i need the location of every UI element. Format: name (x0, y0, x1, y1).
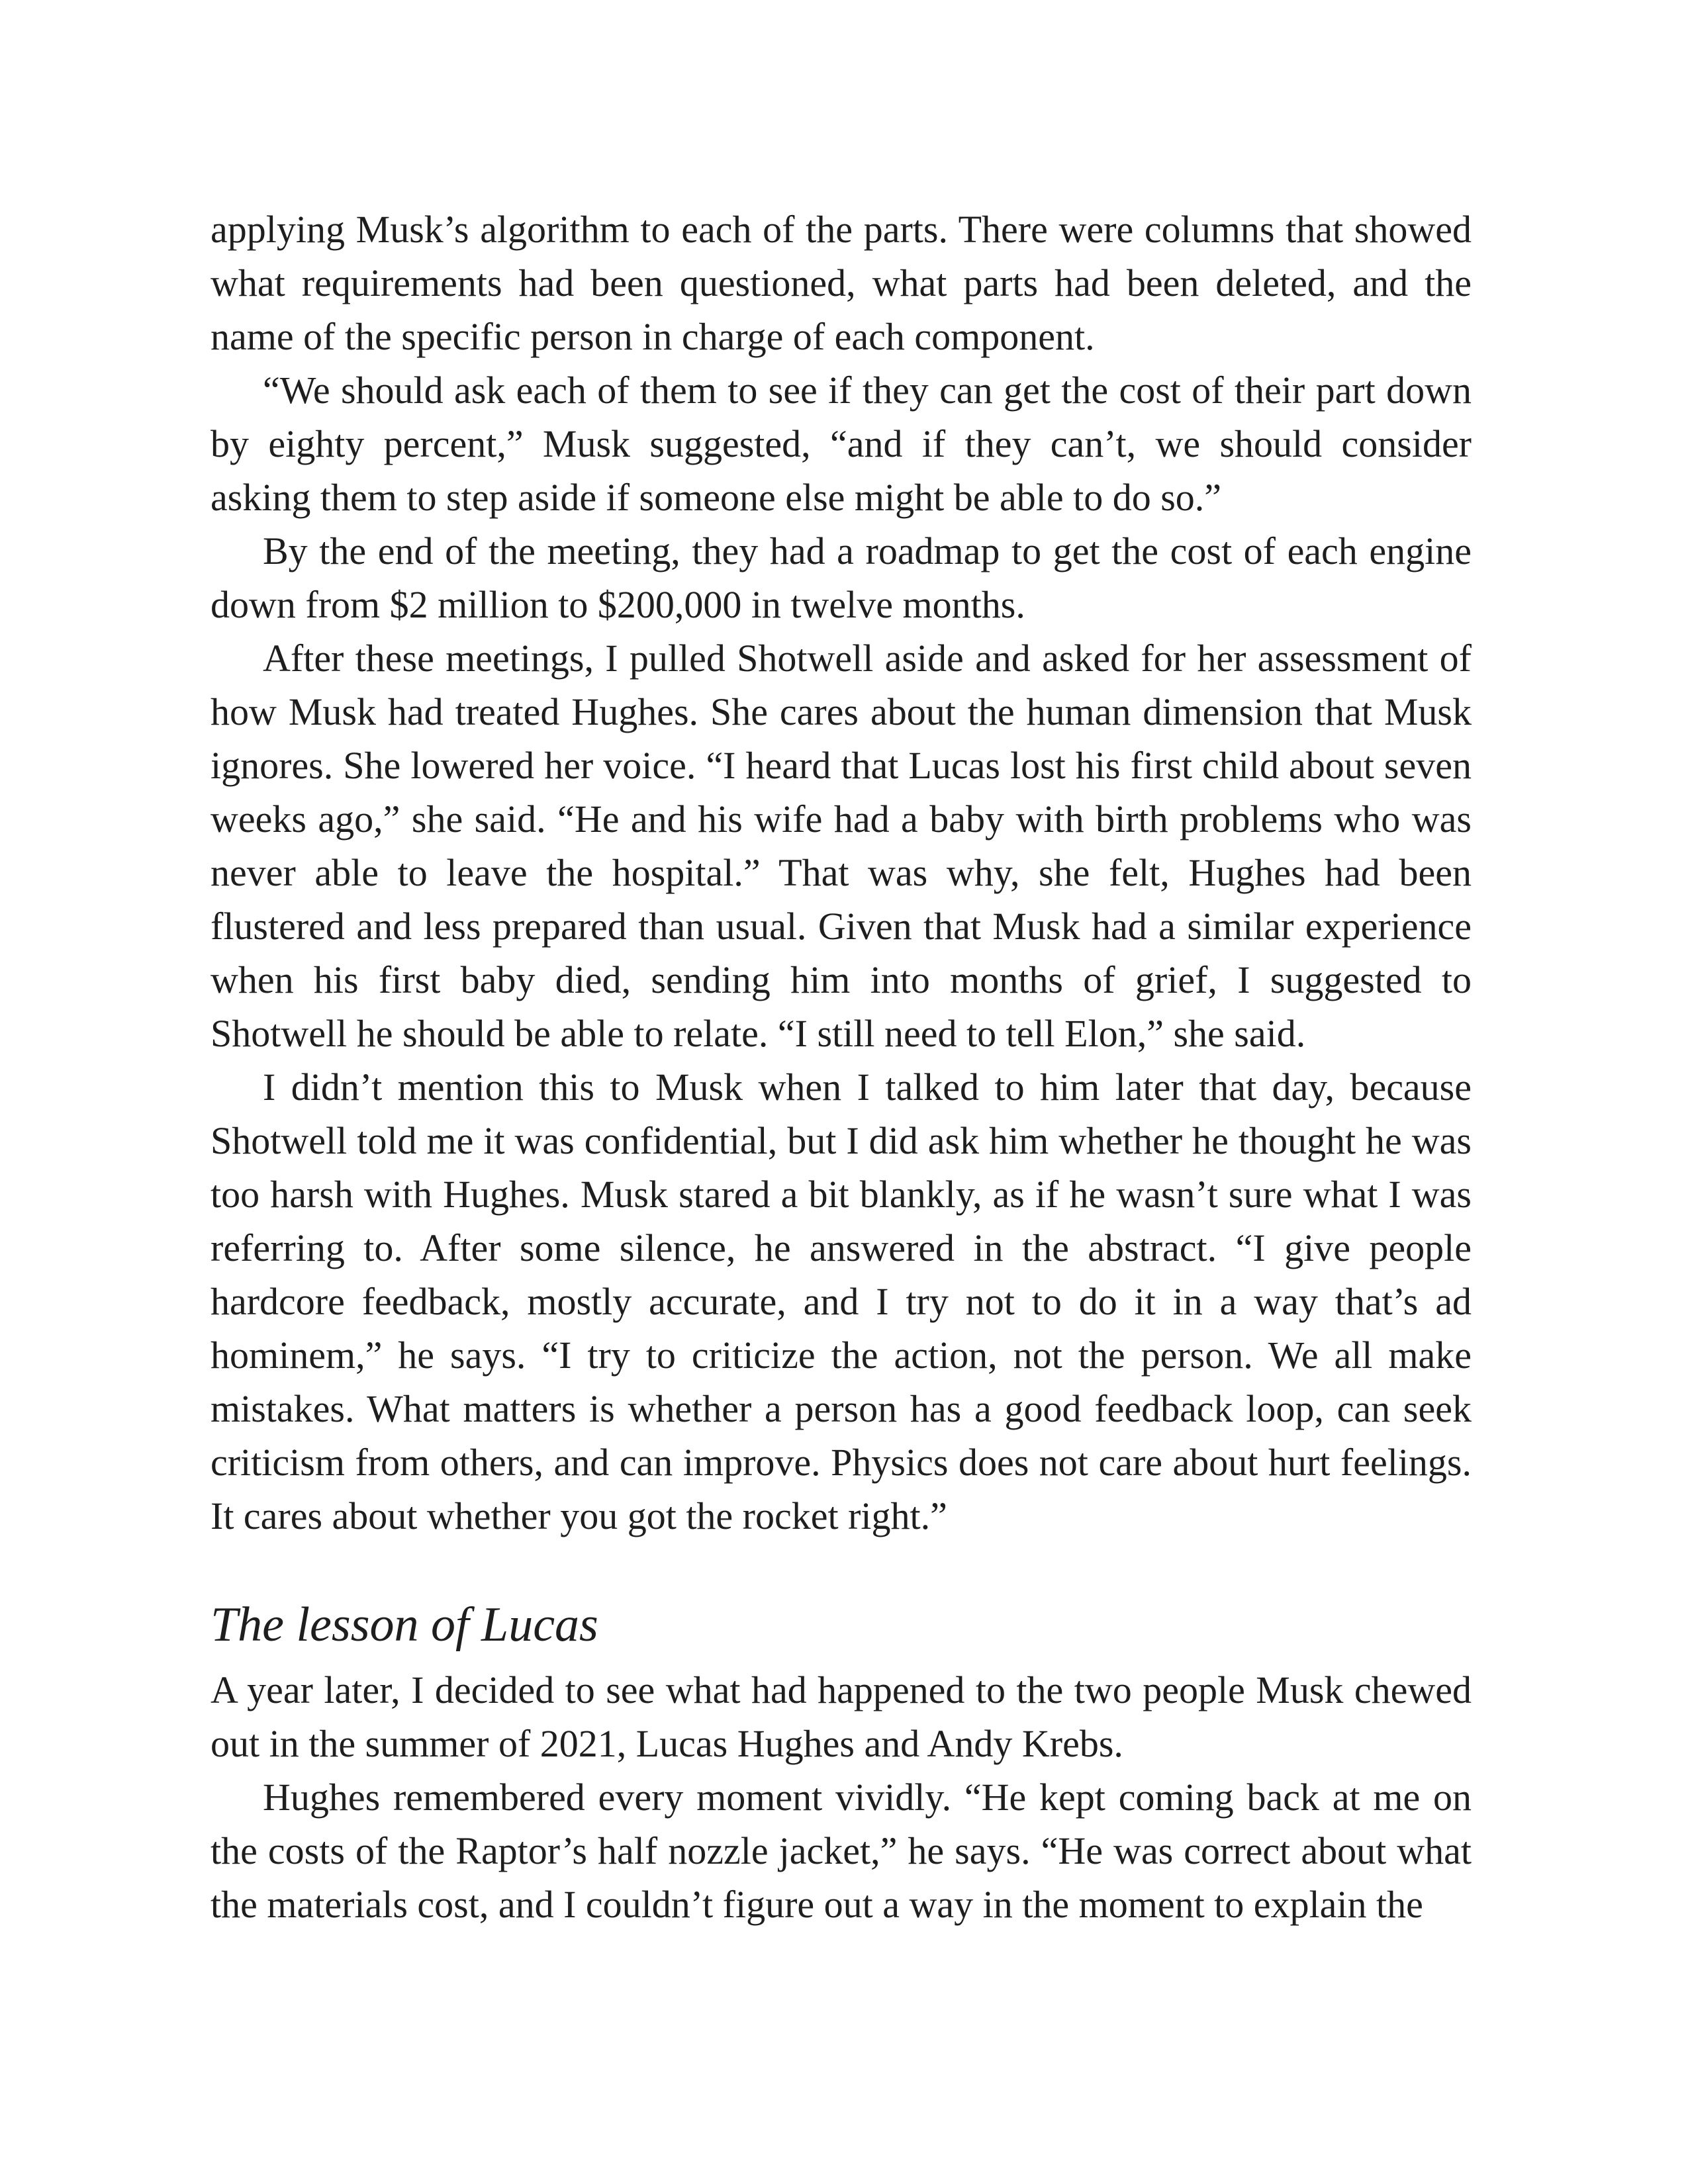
paragraph-continuation: applying Musk’s algorithm to each of the parts. There were columns that showed what requirements had been questioned, what parts had been deleted, and the name of the specific person in charge of each component. (211, 208, 1472, 358)
paragraph-musk-feedback: I didn’t mention this to Musk when I talked to him later that day, because Shotwell told me it was confidential, but I did ask him whether he thought he was too harsh with Hughes. Musk stared a bit blankly, as if he wasn’t sure what I was referring to. After some silence, he answered in the abstract. “I give people hardcore feedback, mostly accurate, and I try not to do it in a way that’s ad hominem,” he says. “I try to criticize the action, not the person. We all make mistakes. What matters is whether a person has a good feedback loop, can seek criticism from others, and can improve. Physics does not care about hurt feelings. It cares about whether you got the rocket right.” (211, 1066, 1472, 1537)
section-heading: The lesson of Lucas (211, 1598, 598, 1652)
paragraph-year-later: A year later, I decided to see what had happened to the two people Musk chewed out in the summer of 2021, Lucas Hughes and Andy Krebs. (211, 1668, 1472, 1765)
paragraph-hughes-remembered: Hughes remembered every moment vividly. “He kept coming back at me on the costs of the Raptor’s half nozzle jacket,” he says. “He was correct about what the materials cost, and I couldn’t figure out a way in the moment to explain the (211, 1776, 1472, 1926)
page-body-text (211, 203, 1472, 1931)
paragraph-roadmap: By the end of the meeting, they had a roadmap to get the cost of each engine down from $2 million to $200,000 in twelve months. (211, 529, 1472, 626)
paragraph-shotwell-assessment: After these meetings, I pulled Shotwell aside and asked for her assessment of how Musk had treated Hughes. She cares about the human dimension that Musk ignores. She lowered her voice. “I heard that Lucas lost his first child about seven weeks ago,” she said. “He and his wife had a baby with birth problems who was never able to leave the hospital.” That was why, she felt, Hughes had been flustered and less prepared than usual. Given that Musk had a similar experience when his first baby died, sending him into months of grief, I suggested to Shotwell he should be able to relate. “I still need to tell Elon,” she said. (211, 637, 1472, 1055)
paragraph-musk-suggestion: “We should ask each of them to see if they can get the cost of their part down by eighty percent,” Musk suggested, “and if they can’t, we should consider asking them to step aside if someone else might be able to do so.” (211, 369, 1472, 519)
